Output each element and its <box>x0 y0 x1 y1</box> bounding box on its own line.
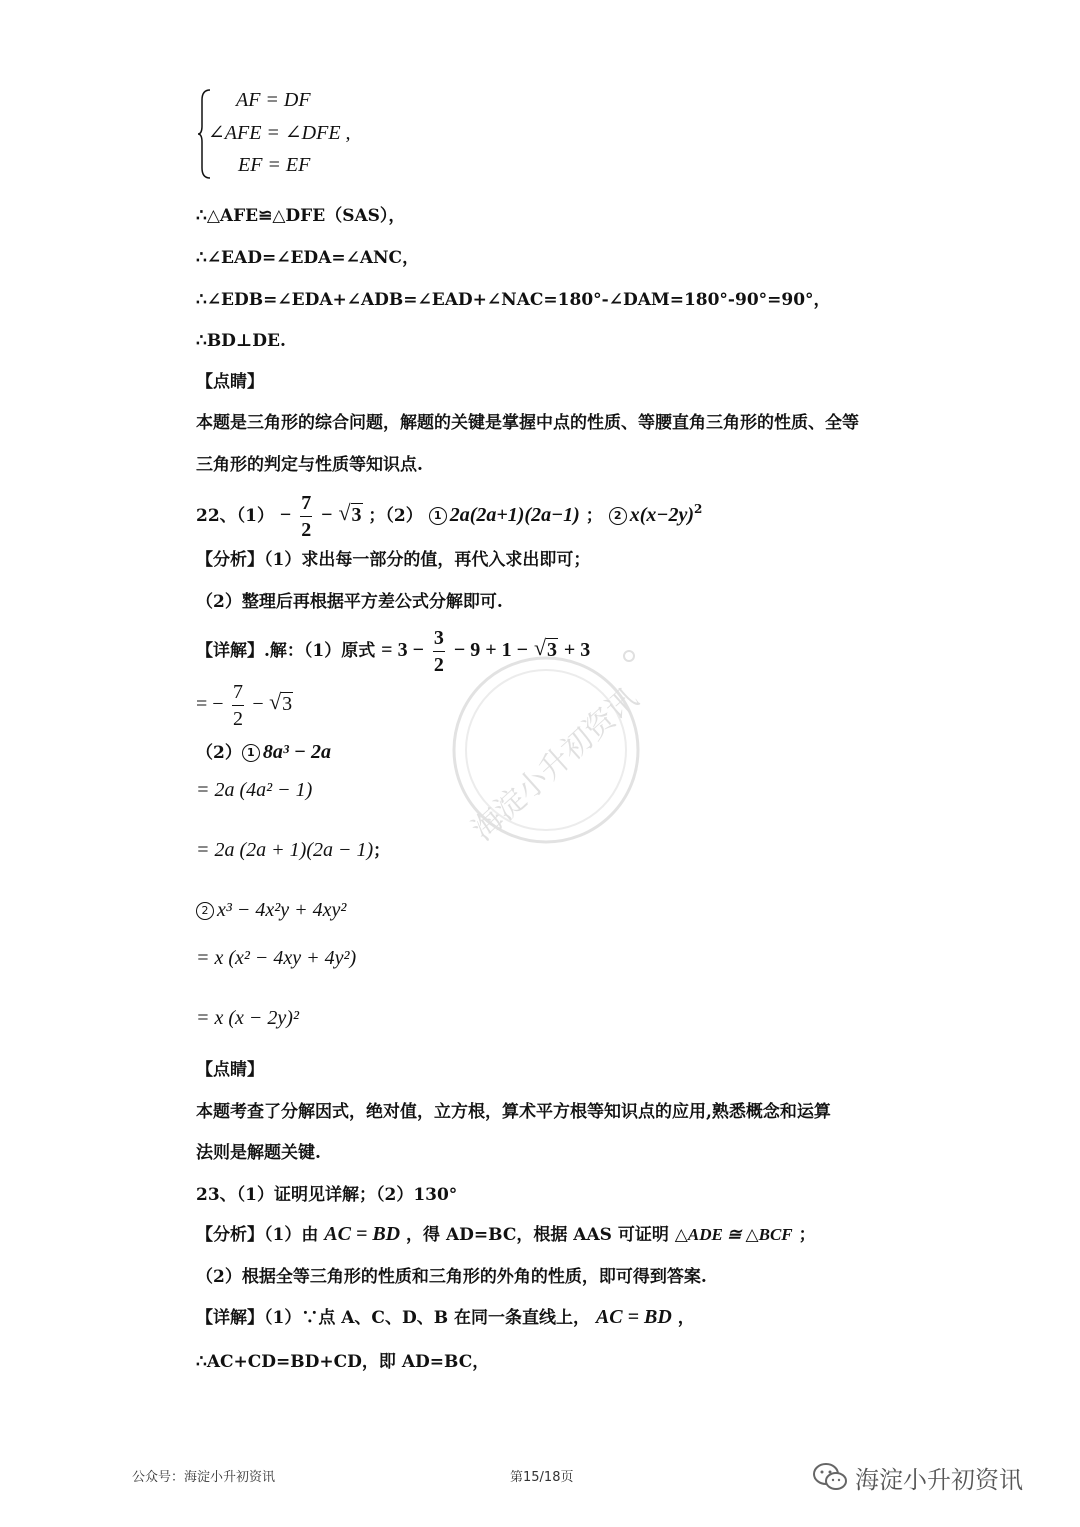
q22-ans2a: 2a(2a+1)(2a−1) <box>449 504 580 526</box>
q22-part2-e1: （2） 1 8a³ − 2a <box>196 741 331 763</box>
q23-heading: 23、（1）证明见详解；（2）130° <box>196 1185 458 1205</box>
footer-page-number: 第15/18页 <box>510 1470 574 1485</box>
proof-line-3: ∴∠EDB=∠EDA+∠ADB=∠EAD+∠NAC=180°-∠DAM=180°-90°=90°， <box>196 290 831 310</box>
sqrt-symbol: √ 3 <box>269 676 293 732</box>
q22-fraction: $\frac{7}{2}$ <box>301 492 312 541</box>
q22-detail-1: 【详解】.解：（1）原式 = 3 − $\frac{3}{2}$ − 9 + 1 − √ 3 + 3 <box>196 622 590 679</box>
circled-number-1: 1 <box>242 744 260 762</box>
remark-text-21-2: 三角形的判定与性质等知识点. <box>196 455 423 475</box>
system-eq3: EF = EF <box>238 154 311 176</box>
footer-account: 公众号：海淀小升初资讯 <box>132 1470 276 1485</box>
circled-number-2: 2 <box>196 902 214 920</box>
watermark-text: 海淀小升初资讯 <box>465 681 646 848</box>
remark-heading-21: 【点睛】 <box>196 372 264 392</box>
proof-line-2: ∴∠EAD=∠EDA=∠ANC， <box>196 248 420 268</box>
q23-detail-2: ∴AC+CD=BD+CD，即 AD=BC， <box>196 1352 490 1372</box>
sqrt-symbol: √ 3 <box>339 490 363 540</box>
remark-heading-22: 【点睛】 <box>196 1060 264 1080</box>
q22-detail-2: = − $\frac{7}{2}$ − √ 3 <box>196 676 293 733</box>
q23-analysis-2: （2）根据全等三角形的性质和三角形的外角的性质，即可得到答案. <box>196 1267 707 1287</box>
q22-analysis-2: （2）整理后再根据平方差公式分解即可. <box>196 592 503 612</box>
remark-text-22-2: 法则是解题关键. <box>196 1143 321 1163</box>
q23-analysis-1: 【分析】（1）由 AC = BD ，得 AD=BC，根据 AAS 可证明 △ADE ≅ △BCF ； <box>196 1223 816 1245</box>
q22-part2-e3: = 2a (2a + 1)(2a − 1)； <box>196 839 391 861</box>
q22-part2-f2: = x (x² − 4xy + 4y²) <box>196 947 357 969</box>
q22-label: 22、（1） <box>196 506 274 526</box>
remark-text-22-1: 本题考查了分解因式，绝对值，立方根，算术平方根等知识点的应用,熟悉概念和运算 <box>196 1102 831 1122</box>
q22-part2-e2: = 2a (4a² − 1) <box>196 779 313 801</box>
circled-number-1: 1 <box>429 507 447 525</box>
q22-part2-f3: = x (x − 2y)² <box>196 1007 299 1029</box>
system-eq1: AF = DF <box>236 89 311 111</box>
circled-number-2: 2 <box>609 507 627 525</box>
q22-ans2b: x(x−2y) <box>629 504 695 526</box>
wechat-logo-icon <box>812 1462 848 1492</box>
q22-answer-line: 22、（1） − $\frac{7}{2}$ − √ 3 ；（2） 1 2a(2a+1)(2a−1) ； 2 $x(x-2y)^2$ <box>196 484 702 541</box>
system-eq2: ∠AFE = ∠DFE , <box>208 122 351 144</box>
footer-brand: 海淀小升初资讯 <box>855 1466 1023 1494</box>
q23-detail-1: 【详解】（1）∵点 A、C、D、B 在同一条直线上， AC = BD ， <box>196 1306 695 1328</box>
proof-line-4: ∴BD⊥DE. <box>196 331 286 351</box>
sqrt-symbol: √ 3 <box>534 622 558 678</box>
q22-part2-f1: 2 x³ − 4x²y + 4xy² <box>196 898 346 923</box>
remark-text-21-1: 本题是三角形的综合问题，解题的关键是掌握中点的性质、等腰直角三角形的性质、全等 <box>196 413 859 433</box>
proof-line-1: ∴△AFE≌△DFE（SAS）， <box>196 206 406 226</box>
q22-analysis-1: 【分析】（1）求出每一部分的值，再代入求出即可； <box>196 550 591 570</box>
